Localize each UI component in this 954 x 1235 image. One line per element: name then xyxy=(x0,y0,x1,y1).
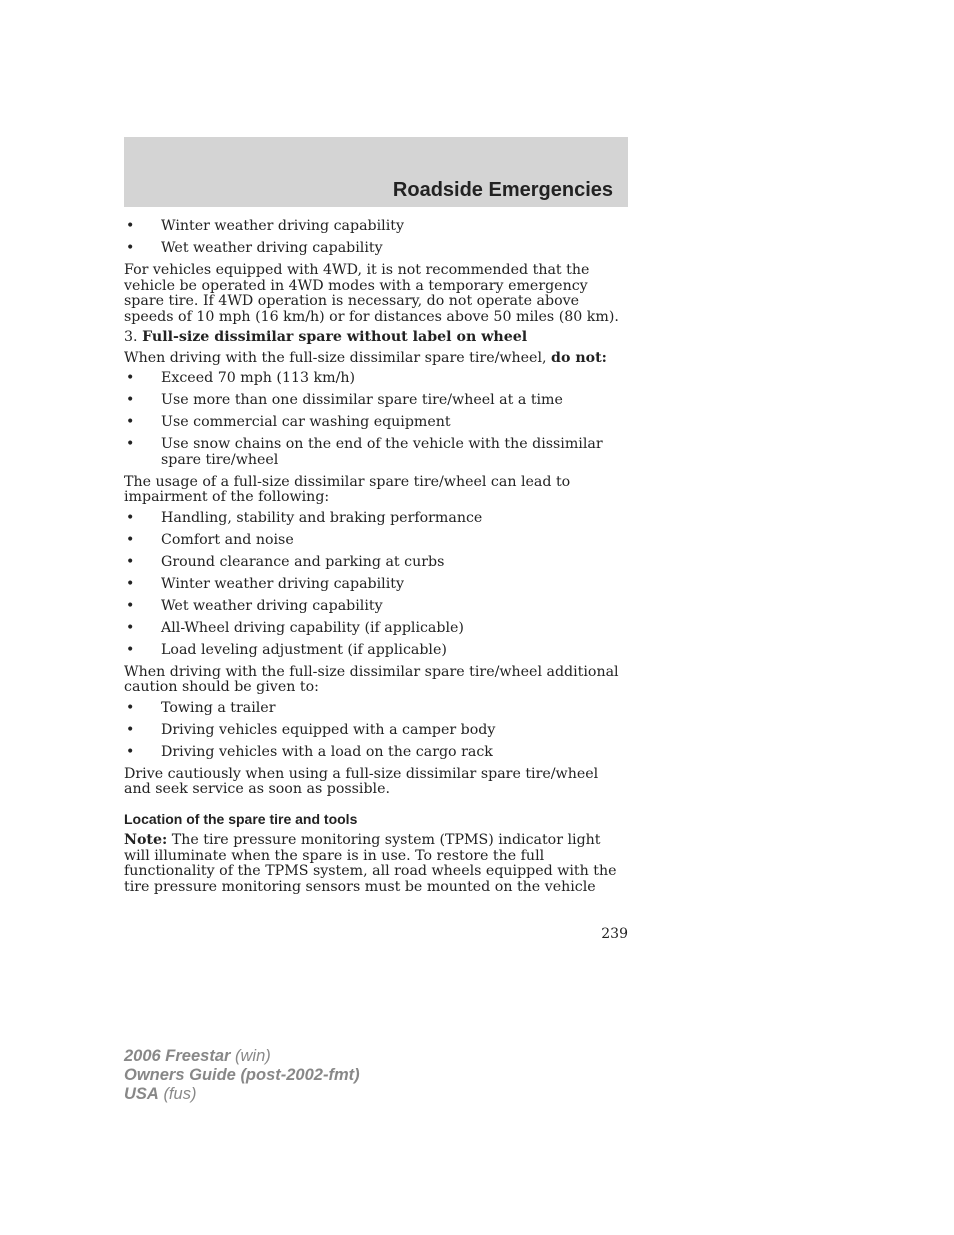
footer-guide: Owners Guide (post-2002-fmt) xyxy=(124,1066,360,1084)
list-item: • Use more than one dissimilar spare tire/wheel at a time xyxy=(124,393,628,409)
paragraph-text: When driving with the full-size dissimilar spare tire/wheel, xyxy=(124,349,547,366)
main-content xyxy=(124,219,628,900)
header-band xyxy=(124,137,628,207)
paragraph-bold: do not: xyxy=(551,349,607,366)
list-item: • Use commercial car washing equipment xyxy=(124,415,628,431)
footer-model: 2006 Freestar xyxy=(124,1047,231,1065)
footer-model-code: (win) xyxy=(235,1047,271,1065)
list-item: • Use snow chains on the end of the vehicle with the dissimilar spare tire/wheel xyxy=(124,437,628,468)
page-title: Roadside Emergencies xyxy=(392,179,613,201)
section-heading: Location of the spare tire and tools xyxy=(124,810,358,827)
list-item: • Load leveling adjustment (if applicable) xyxy=(124,643,628,659)
paragraph-note xyxy=(124,833,628,895)
list-item: • Driving vehicles equipped with a camper body xyxy=(124,723,628,739)
item-3-heading xyxy=(124,330,628,346)
list-item: • Handling, stability and braking performance xyxy=(124,511,628,527)
list-item: • Wet weather driving capability xyxy=(124,599,628,615)
list-item: • Winter weather driving capability xyxy=(124,219,628,235)
list-item: • Driving vehicles with a load on the cargo rack xyxy=(124,745,628,761)
footer-market-code: (fus) xyxy=(163,1085,197,1103)
bullet-list-do-not xyxy=(124,371,628,468)
bullet-list-impairment xyxy=(124,511,628,659)
footer xyxy=(124,1047,360,1104)
item-title: Full-size dissimilar spare without label on wheel xyxy=(142,329,528,345)
list-item: • All-Wheel driving capability (if applicable) xyxy=(124,621,628,637)
list-item: • Comfort and noise xyxy=(124,533,628,549)
bullet-list-winter-wet xyxy=(124,219,628,257)
list-item: • Wet weather driving capability xyxy=(124,241,628,257)
footer-line-2 xyxy=(124,1066,360,1085)
paragraph-cautiously: Drive cautiously when using a full-size dissimilar spare tire/wheel and seek service as soon as possible. xyxy=(124,765,599,797)
footer-line-3 xyxy=(124,1085,360,1104)
list-item: • Ground clearance and parking at curbs xyxy=(124,555,628,571)
bullet-list-caution xyxy=(124,701,628,761)
paragraph-caution: When driving with the full-size dissimilar spare tire/wheel additional caution should be given to: xyxy=(124,663,619,695)
paragraph-do-not xyxy=(124,351,628,367)
paragraph-4wd: For vehicles equipped with 4WD, it is not recommended that the vehicle be operated in 4WD modes with a temporary emergency spare tire. If 4WD operation is necessary, do not operate above speeds of 10 mph (16 km/h) or for distances above 50 miles (80 km). xyxy=(124,262,619,325)
note-text: The tire pressure monitoring system (TPMS) indicator light will illuminate when the spare is in use. To restore the full functionality of the TPMS system, all road wheels equipped with the tire pressure monitoring sensors must be mounted on the vehicle xyxy=(124,832,617,895)
list-item: • Exceed 70 mph (113 km/h) xyxy=(124,371,628,387)
list-item: • Towing a trailer xyxy=(124,701,628,717)
paragraph-usage: The usage of a full-size dissimilar spare tire/wheel can lead to impairment of the following: xyxy=(124,473,571,505)
note-label: Note: xyxy=(124,832,168,848)
page-number: 239 xyxy=(601,926,628,942)
footer-market: USA xyxy=(124,1085,159,1103)
item-number: 3. xyxy=(124,329,138,345)
footer-line-1 xyxy=(124,1047,360,1066)
list-item: • Winter weather driving capability xyxy=(124,577,628,593)
